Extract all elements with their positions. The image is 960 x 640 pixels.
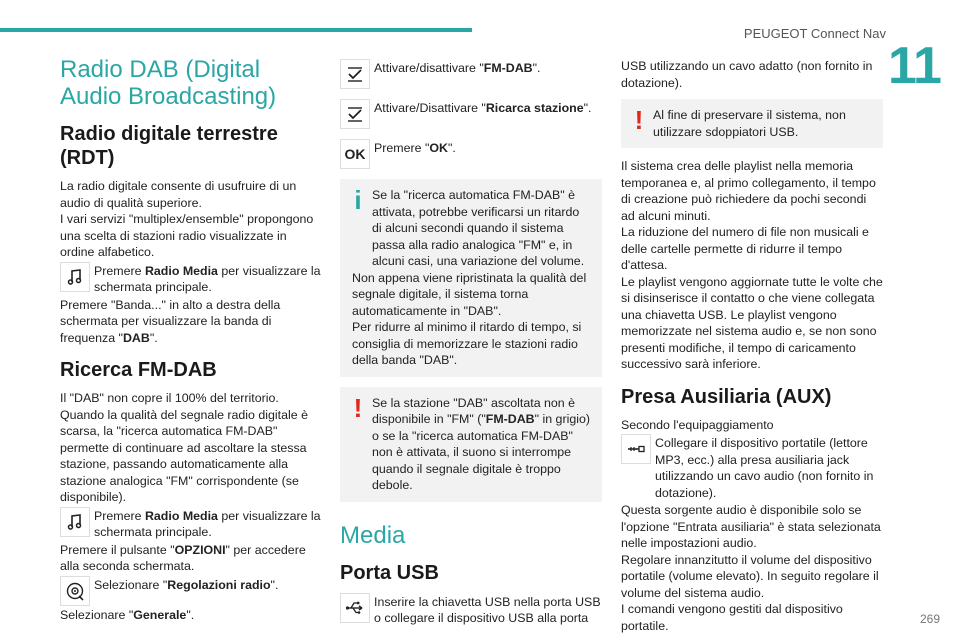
step-radio-media [60, 507, 322, 541]
step-radio-settings [60, 576, 322, 606]
heading-aux: Presa Ausiliaria (AUX) [621, 385, 832, 408]
usb-text: Inserire la chiavetta USB nella porta USB o collegare il dispositivo USB alla porta [374, 594, 601, 625]
paragraph: Le playlist vengono aggiornate tutte le volte che si disinserisce il contatto o che viene collegata una chiavetta USB. Le playlist vengono memorizzate nel sistema audio e, se non sono presenti modifiche, il tempo di caricamento successivo sarà inferiore. [621, 274, 883, 371]
text: Attivare/Disattivare " [374, 101, 486, 115]
header-accent-bar [0, 28, 472, 32]
paragraph: La radio digitale consente di usufruire di un audio di qualità superiore. [60, 179, 297, 210]
column-1 [60, 50, 322, 623]
text: Premere [94, 263, 145, 278]
step-aux [621, 434, 883, 501]
info-note [340, 179, 602, 377]
note-text: Se la "ricerca automatica FM-DAB" è attivata, potrebbe verificarsi un ritardo di alcuni secondi quando il sistema passa alla radio analogica "FM" e, in alcuni casi, una variazione del volume. [372, 188, 585, 268]
aux-jack-icon [621, 434, 651, 464]
label-fm-dab: FM-DAB [485, 412, 535, 426]
paragraph: La riduzione del numero di file non musicali e delle cartelle permette di ridurre il tempo d'attesa. [621, 225, 869, 272]
column-2 [340, 58, 602, 628]
text: Premere [94, 508, 145, 523]
paragraph [60, 607, 322, 624]
paragraph: USB utilizzando un cavo adatto (non fornito in dotazione). [621, 59, 873, 90]
text: ". [186, 607, 195, 622]
info-icon: i [354, 185, 362, 215]
label-radio-media: Radio Media [144, 508, 218, 523]
paragraph: I comandi vengono gestiti dal dispositivo portatile. [621, 602, 843, 633]
text: ". [270, 577, 279, 592]
label-regolazioni-radio: Regolazioni radio [167, 577, 271, 592]
note-text [352, 392, 592, 494]
paragraph: Secondo l'equipaggiamento [621, 417, 774, 432]
text: Premere "Banda..." in alto a destra della schermata per visualizzare la banda di frequenza " [60, 297, 281, 345]
label-dab: DAB [122, 330, 150, 345]
paragraph: Il "DAB" non copre il 100% del territorio. [60, 391, 279, 405]
heading-fm-dab: Ricerca FM-DAB [60, 359, 217, 381]
text: ". [583, 101, 592, 115]
paragraph [60, 297, 322, 347]
text: Selezionare " [94, 577, 168, 592]
paragraph: Il sistema crea delle playlist nella memoria temporanea e, al primo collegamento, il tempo di creazione può richiedere da pochi secondi ad alcuni minuti. [621, 159, 876, 223]
column-3 [621, 58, 883, 634]
label-ricarca-stazione: Ricarca stazione [485, 101, 584, 115]
paragraph: Questa sorgente audio è disponibile solo se l'opzione "Entrata ausiliaria" è stata selezionata nelle impostazioni audio. [621, 503, 881, 550]
paragraph: Regolare innanzitutto il volume del dispositivo portatile (volume elevato). In seguito regolare il volume del sistema audio. [621, 552, 879, 600]
text: ". [447, 141, 456, 155]
note-text: Per ridurre al minimo il ritardo di tempo, si consiglia di memorizzare le stazioni radio della banda "DAB". [352, 320, 582, 367]
aux-text: Collegare il dispositivo portatile (lettore MP3, ecc.) alla presa ausiliaria jack utilizzando un cavo audio (non fornito in dotazione). [655, 436, 874, 500]
label-generale: Generale [133, 607, 187, 622]
warning-icon: ! [634, 105, 644, 135]
step-ok [340, 139, 602, 169]
text: ". [532, 61, 541, 75]
text: per visualizzare la schermata principale. [94, 263, 321, 294]
text: per visualizzare la schermata principale. [94, 508, 321, 539]
label-ok: OK [429, 141, 448, 155]
ok-icon: OK [340, 139, 370, 169]
heading-usb: Porta USB [340, 561, 439, 584]
music-note-icon [60, 507, 90, 537]
page-number: 269 [919, 612, 940, 626]
heading-rdt: Radio digitale terrestre (RDT) [60, 123, 278, 169]
step-usb [340, 593, 602, 627]
radio-settings-icon [60, 576, 90, 606]
note-text: Non appena viene ripristinata la qualità del segnale digitale, il sistema torna automaticamente in "DAB". [352, 270, 587, 318]
checkbox-toggle-icon [340, 59, 370, 89]
checkbox-toggle-icon [340, 99, 370, 129]
text: Selezionare " [60, 607, 134, 622]
text: Premere " [374, 141, 430, 155]
text: Premere il pulsante " [60, 542, 175, 557]
paragraph [60, 542, 322, 575]
chapter-number: 11 [888, 37, 941, 95]
text: " in grigio) o se la "ricerca automatica FM-DAB" non è attivata, il suono si interrompe quando il segnale digitale è troppo debole. [372, 412, 590, 492]
label-fm-dab: FM-DAB [483, 61, 533, 75]
warning-note [621, 99, 883, 148]
text: ". [149, 330, 158, 345]
paragraph: Quando la qualità del segnale radio digitale è scarsa, la "ricerca automatica FM-DAB" permette di continuare ad ascoltare la stessa stazione, passando automaticamente alla stazione analogica "FM" corrispondente (se disponibile). [60, 407, 308, 504]
label-radio-media: Radio Media [144, 263, 218, 278]
step-radio-media [60, 262, 322, 296]
music-note-icon [60, 262, 90, 292]
section-title-dab: Radio DAB (Digital Audio Broadcasting) [60, 56, 277, 110]
label-opzioni: OPZIONI [174, 542, 226, 557]
warning-note [340, 387, 602, 502]
text: Attivare/disattivare " [374, 61, 484, 75]
section-title-media: Media [340, 521, 406, 549]
note-text: Al fine di preservare il sistema, non utilizzare sdoppiatori USB. [653, 108, 846, 139]
usb-icon [340, 593, 370, 623]
text: Se la stazione "DAB" ascoltata non è disponibile in "FM" (" [372, 395, 576, 426]
text: " per accedere alla seconda schermata. [60, 542, 306, 573]
paragraph: I vari servizi "multiplex/ensemble" propongono una scelta di stazioni radio visualizzate in ordine alfabetico. [60, 212, 314, 259]
running-title: PEUGEOT Connect Nav [743, 26, 886, 41]
step-ricarca-stazione [340, 99, 602, 129]
step-fm-dab [340, 59, 602, 89]
warning-icon: ! [353, 392, 363, 423]
